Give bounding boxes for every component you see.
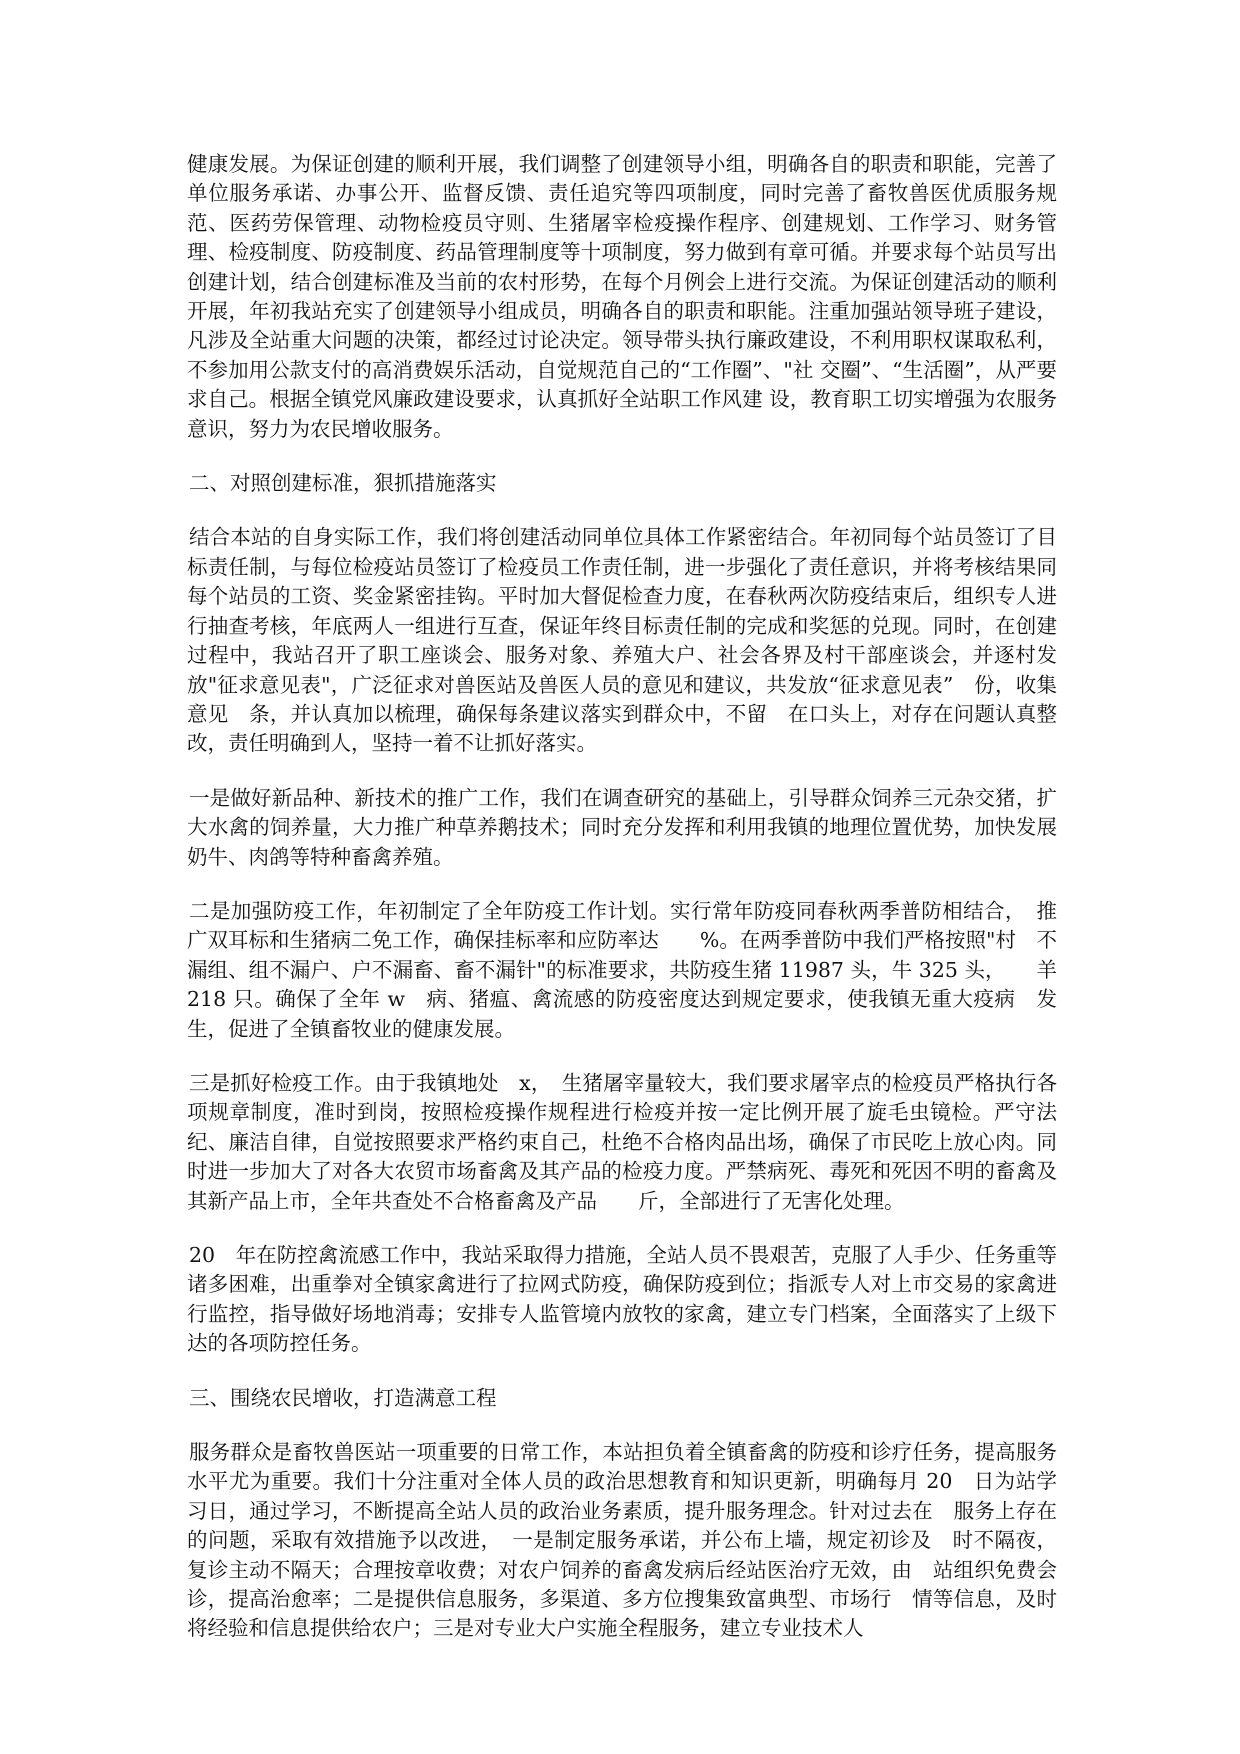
paragraph-6: 20 年在防控禽流感工作中，我站采取得力措施，全站人员不畏艰苦，克服了人手少、任务重等诸多困难，出重拳对全镇家禽进行了拉网式防疫，确保防疫到位；指派专人对上市交易的家禽进行监控，指导做好场地消毒；安排专人监管境内放牧的家禽，建立专门档案，全面落实了上级下达的各项防控任务。 [187,1243,1057,1356]
paragraph-1: 健康发展。为保证创建的顺利开展，我们调整了创建领导小组，明确各自的职责和职能，完善了单位服务承诺、办事公开、监督反馈、责任追究等四项制度，同时完善了畜牧兽医优质服务规范、医药劳保管理、动物检疫员守则、生猪屠宰检疫操作程序、创建规划、工作学习、财务管理、检疫制度、防疫制度、药品管理制度等十项制度，努力做到有章可循。并要求每个站员写出创建计划，结合创建标准及当前的农村形势，在每个月例会上进行交流。为保证创建活动的顺利开展，年初我站充实了创建领导小组成员，明确各自的职责和职能。注重加强站领导班子建设，凡涉及全站重大问题的决策，都经过讨论决定。领导带头执行廉政建设，不利用职权谋取私利，不参加用公款支付的高消费娱乐活动，自觉规范自己的“工作圈”、"社 交圈”、“生活圈”，从严要求自己。根据全镇党风廉政建设要求，认真抓好全站职工作风建 设，教育职工切实增强为农服务意识，努力为农民增收服务。 [187,152,1057,441]
section-heading-2: 二、对照创建标准，狠抓措施落实 [189,471,497,496]
paragraph-2: 结合本站的自身实际工作，我们将创建活动同单位具体工作紧密结合。年初同每个站员签订了目标责任制，与每位检疫站员签订了检疫员工作责任制，进一步强化了责任意识，并将考核结果同每个站员的工资、奖金紧密挂钩。平时加大督促检查力度，在春秋两次防疫结束后，组织专人进行抽查考核，年底两人一组进行互查，保证年终目标责任制的完成和奖惩的兑现。同时，在创建过程中，我站召开了职工座谈会、服务对象、养殖大户、社会各界及村干部座谈会，并逐村发放"征求意见表"，广泛征求对兽医站及兽医人员的意见和建议，共发放“征求意见表” 份，收集意见 条，并认真加以梳理，确保每条建议落实到群众中，不留 在口头上，对存在问题认真整改，责任明确到人，坚持一着不让抓好落实。 [187,525,1057,756]
paragraph-5: 三是抓好检疫工作。由于我镇地处 x， 生猪屠宰量较大，我们要求屠宰点的检疫员严格执行各项规章制度，准时到岗，按照检疫操作规程进行检疫并按一定比例开展了旋毛虫镜检。严守法纪、廉洁自律，自觉按照要求严格约束自己，杜绝不合格肉品出场，确保了市民吃上放心肉。同时进一步加大了对各大农贸市场畜禽及其产品的检疫力度。严禁病死、毒死和死因不明的畜禽及其新产品上市，全年共查处不合格畜禽及产品 斤，全部进行了无害化处理。 [187,1070,1057,1213]
document-body [187,150,1057,1669]
paragraph-7: 服务群众是畜牧兽医站一项重要的日常工作，本站担负着全镇畜禽的防疫和诊疗任务，提高服务水平尤为重要。我们十分注重对全体人员的政治思想教育和知识更新，明确每月 20 日为站学习日，通过学习，不断提高全站人员的政治业务素质，提升服务理念。针对过去在 服务上存在的问题，采取有效措施予以改进， 一是制定服务承诺，并公布上墙，规定初诊及 时不隔夜，复诊主动不隔天；合理按章收费；对农户饲养的畜禽发病后经站医治疗无效，由 站组织免费会诊，提高治愈率；二是提供信息服务，多渠道、多方位搜集致富典型、市场行 情等信息，及时将经验和信息提供给农户；三是对专业大户实施全程服务，建立专业技术人 [187,1440,1057,1641]
paragraph-3: 一是做好新品种、新技术的推广工作，我们在调查研究的基础上，引导群众饲养三元杂交猪，扩大水禽的饲养量，大力推广种草养鹅技术；同时充分发挥和利用我镇的地理位置优势，加快发展奶牛、肉鸽等特种畜禽养殖。 [187,785,1057,869]
section-heading-3: 三、围绕农民增收，打造满意工程 [189,1385,497,1410]
paragraph-4: 二是加强防疫工作，年初制定了全年防疫工作计划。实行常年防疫同春秋两季普防相结合， 推广双耳标和生猪病二免工作，确保挂标率和应防率达 %。在两季普防中我们严格按照"村 不漏组、组不漏户、户不漏畜、畜不漏针"的标准要求，共防疫生猪 11987 头，牛 325 头， 羊 218 只。确保了全年 w 病、猪瘟、禽流感的防疫密度达到规定要求，使我镇无重大疫病 发生，促进了全镇畜牧业的健康发展。 [187,898,1057,1041]
